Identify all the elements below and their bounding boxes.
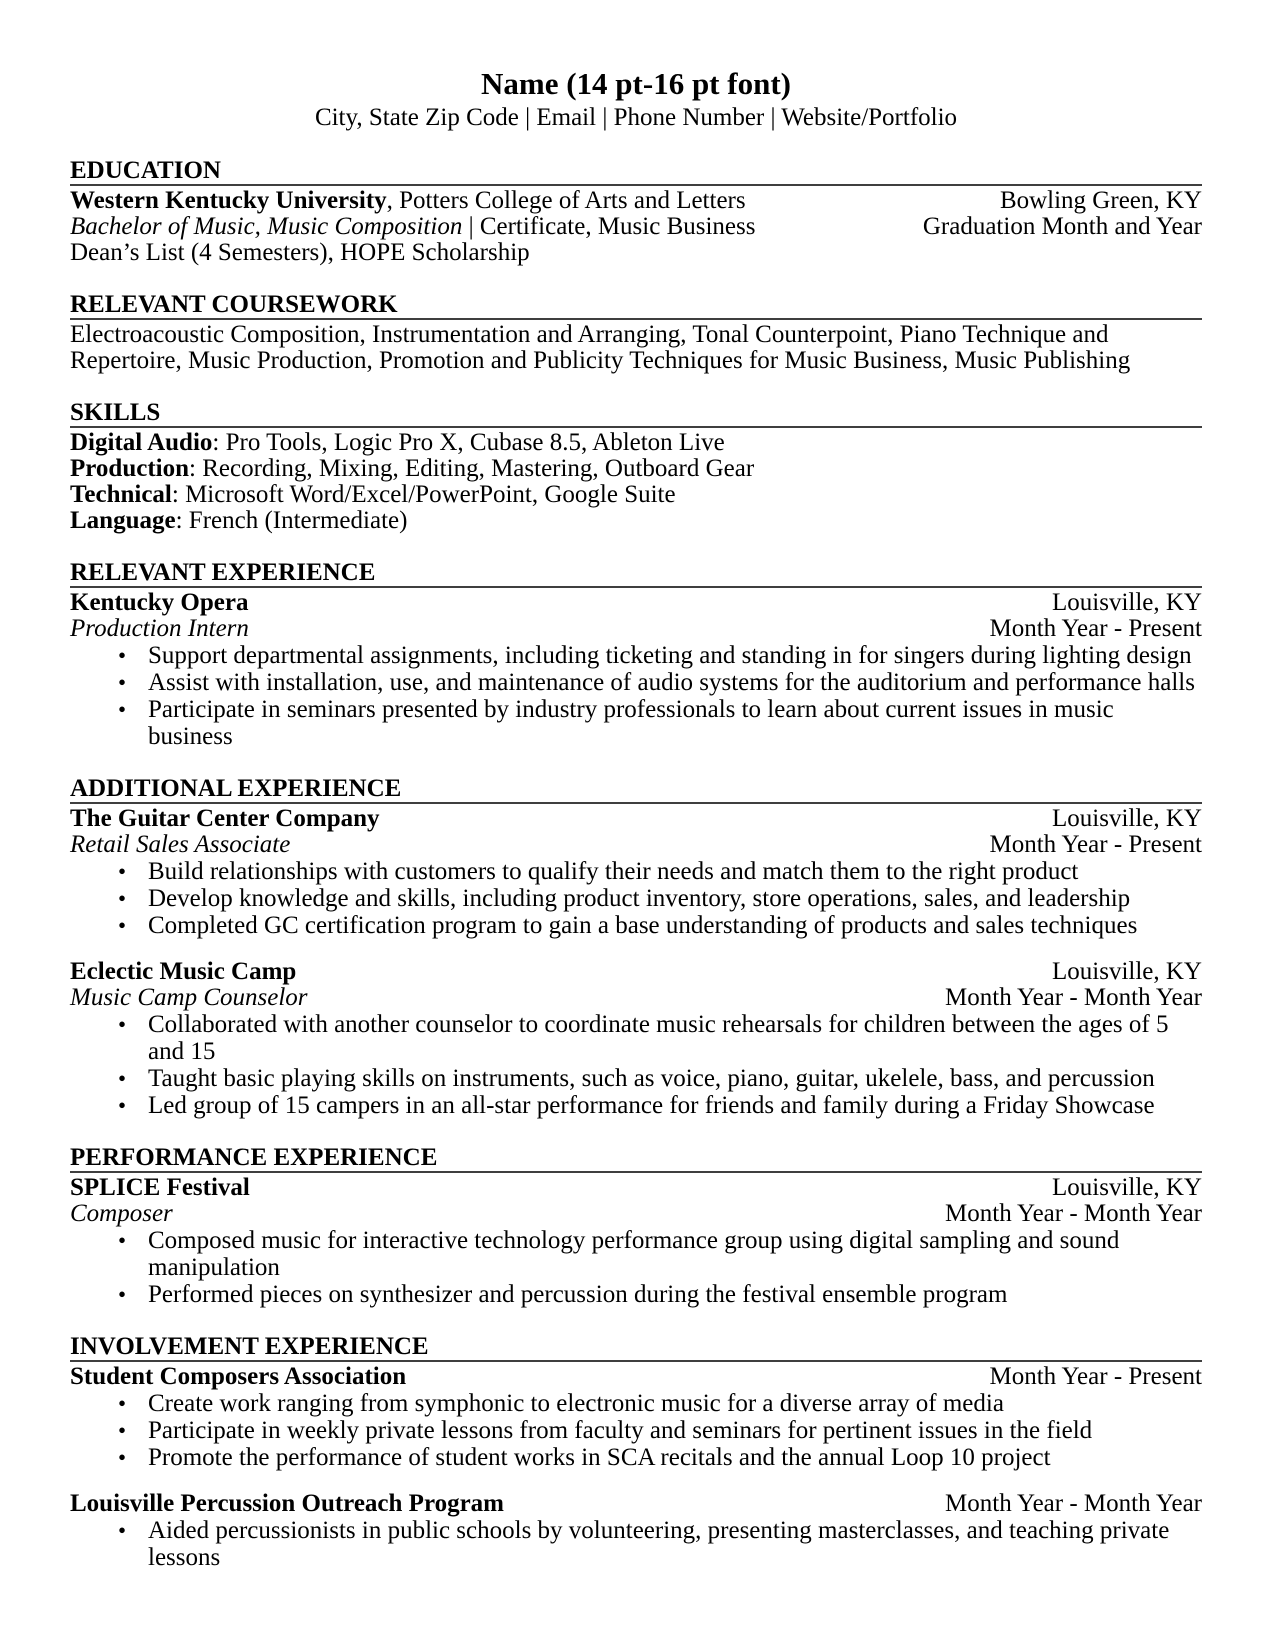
bullet-item bbox=[70, 912, 1202, 939]
school-name: Western Kentucky University bbox=[70, 187, 387, 214]
resume-header bbox=[70, 66, 1202, 132]
section-title-education: EDUCATION bbox=[70, 159, 1202, 186]
section-additional-experience bbox=[70, 777, 1202, 1119]
role-title: Production Intern bbox=[70, 615, 249, 642]
bullet-text: Participate in weekly private lessons from faculty and seminars for pertinent issues in the field bbox=[148, 1417, 1093, 1444]
involvement-entry bbox=[70, 1364, 1202, 1471]
date-range: Month Year - Month Year bbox=[945, 984, 1202, 1011]
section-skills bbox=[70, 401, 1202, 534]
bullet-list bbox=[70, 858, 1202, 939]
skill-label: Digital Audio bbox=[70, 429, 213, 456]
skill-label: Language bbox=[70, 507, 176, 534]
contact-line: City, State Zip Code | Email | Phone Number | Website/Portfolio bbox=[314, 104, 958, 131]
skill-value: : Microsoft Word/Excel/PowerPoint, Google Suite bbox=[171, 481, 676, 508]
school-line bbox=[70, 188, 746, 214]
bullet-text: Collaborated with another counselor to coordinate music rehearsals for children between the ages of 5 and 15 bbox=[148, 1011, 1169, 1065]
entry-org-row bbox=[70, 806, 1202, 832]
bullet-text: Completed GC certification program to gain a base understanding of products and sales techniques bbox=[148, 912, 1138, 939]
entry-org-row bbox=[70, 1491, 1202, 1517]
skill-line bbox=[70, 430, 725, 456]
bullet-text: Participate in seminars presented by industry professionals to learn about current issues in music business bbox=[148, 696, 1114, 750]
skill-line bbox=[70, 482, 676, 508]
skill-row bbox=[70, 456, 1202, 482]
section-title-coursework: RELEVANT COURSEWORK bbox=[70, 293, 1202, 320]
bullet-marker: • bbox=[118, 886, 127, 911]
section-title-involvement-experience: INVOLVEMENT EXPERIENCE bbox=[70, 1335, 1202, 1362]
education-degree-row bbox=[70, 214, 1202, 240]
entry-role-row bbox=[70, 1201, 1202, 1227]
entry-org-row bbox=[70, 1175, 1202, 1201]
bullet-text: Develop knowledge and skills, including product inventory, store operations, sales, and leadership bbox=[148, 885, 1131, 912]
bullet-list bbox=[70, 1517, 1202, 1571]
bullet-text: Composed music for interactive technology performance group using digital sampling and sound manipulation bbox=[148, 1227, 1120, 1281]
section-performance-experience bbox=[70, 1146, 1202, 1308]
bullet-text: Taught basic playing skills on instruments, such as voice, piano, guitar, ukelele, bass, and percussion bbox=[148, 1065, 1155, 1092]
bullet-list bbox=[70, 642, 1202, 750]
skill-row bbox=[70, 508, 1202, 534]
bullet-marker: • bbox=[118, 1012, 127, 1037]
bullet-text: Create work ranging from symphonic to electronic music for a diverse array of media bbox=[148, 1390, 1004, 1417]
section-title-additional-experience: ADDITIONAL EXPERIENCE bbox=[70, 777, 1202, 804]
skill-row bbox=[70, 482, 1202, 508]
bullet-marker: • bbox=[118, 859, 127, 884]
entry-org-row bbox=[70, 590, 1202, 616]
skill-value: : Pro Tools, Logic Pro X, Cubase 8.5, Ableton Live bbox=[212, 429, 725, 456]
bullet-text: Performed pieces on synthesizer and percussion during the festival ensemble program bbox=[148, 1281, 1008, 1308]
experience-entry bbox=[70, 590, 1202, 750]
bullet-text: Build relationships with customers to qualify their needs and match them to the right product bbox=[148, 858, 1079, 885]
bullet-list bbox=[70, 1227, 1202, 1308]
entry-org-row bbox=[70, 1364, 1202, 1390]
section-coursework bbox=[70, 293, 1202, 374]
honors-line: Dean’s List (4 Semesters), HOPE Scholarship bbox=[70, 239, 530, 266]
education-honors-row bbox=[70, 240, 1202, 266]
bullet-item bbox=[70, 1517, 1202, 1571]
bullet-marker: • bbox=[118, 1391, 127, 1416]
bullet-text: Led group of 15 campers in an all-star performance for friends and family during a Friday Showcase bbox=[148, 1092, 1155, 1119]
bullet-marker: • bbox=[118, 1066, 127, 1091]
entry-role-row bbox=[70, 832, 1202, 858]
section-title-skills: SKILLS bbox=[70, 401, 1202, 428]
bullet-item bbox=[70, 858, 1202, 885]
skill-label: Technical bbox=[70, 481, 172, 508]
bullet-marker: • bbox=[118, 913, 127, 938]
bullet-item bbox=[70, 1092, 1202, 1119]
bullet-item bbox=[70, 1065, 1202, 1092]
bullet-marker: • bbox=[118, 697, 127, 722]
entry-org-row bbox=[70, 959, 1202, 985]
date-range: Month Year - Present bbox=[989, 831, 1202, 858]
bullet-item bbox=[70, 1417, 1202, 1444]
bullet-list bbox=[70, 1390, 1202, 1471]
bullet-item bbox=[70, 696, 1202, 750]
role-title: Composer bbox=[70, 1200, 173, 1227]
date-range: Month Year - Present bbox=[989, 615, 1202, 642]
date-range: Month Year - Month Year bbox=[945, 1490, 1202, 1517]
skill-value: : Recording, Mixing, Editing, Mastering, Outboard Gear bbox=[189, 455, 755, 482]
bullet-item bbox=[70, 1444, 1202, 1471]
skill-line bbox=[70, 508, 407, 534]
bullet-marker: • bbox=[118, 670, 127, 695]
role-title: Retail Sales Associate bbox=[70, 831, 291, 858]
bullet-marker: • bbox=[118, 1282, 127, 1307]
section-education bbox=[70, 159, 1202, 266]
org-location: Louisville, KY bbox=[1052, 589, 1202, 616]
resume-name: Name (14 pt-16 pt font) bbox=[481, 66, 791, 101]
bullet-item bbox=[70, 669, 1202, 696]
org-location: Louisville, KY bbox=[1052, 805, 1202, 832]
bullet-list bbox=[70, 1011, 1202, 1119]
degree-name: Bachelor of Music, Music Composition bbox=[70, 213, 463, 240]
experience-entry bbox=[70, 806, 1202, 939]
skill-label: Production bbox=[70, 455, 189, 482]
bullet-marker: • bbox=[118, 1093, 127, 1118]
bullet-text: Promote the performance of student works in SCA recitals and the annual Loop 10 project bbox=[148, 1444, 1051, 1471]
bullet-text: Support departmental assignments, including ticketing and standing in for singers during lighting design bbox=[148, 642, 1192, 669]
bullet-item bbox=[70, 1227, 1202, 1281]
date-range: Month Year - Month Year bbox=[945, 1200, 1202, 1227]
skill-row bbox=[70, 430, 1202, 456]
bullet-item bbox=[70, 642, 1202, 669]
bullet-item bbox=[70, 1011, 1202, 1065]
entry-role-row bbox=[70, 985, 1202, 1011]
degree-line bbox=[70, 214, 755, 240]
org-location: Louisville, KY bbox=[1052, 958, 1202, 985]
org-name: The Guitar Center Company bbox=[70, 805, 380, 832]
org-location: Louisville, KY bbox=[1052, 1174, 1202, 1201]
involvement-entry bbox=[70, 1491, 1202, 1571]
bullet-marker: • bbox=[118, 643, 127, 668]
org-name: Eclectic Music Camp bbox=[70, 958, 297, 985]
bullet-item bbox=[70, 1390, 1202, 1417]
school-location: Bowling Green, KY bbox=[999, 187, 1202, 214]
experience-entry bbox=[70, 1175, 1202, 1308]
org-name: Student Composers Association bbox=[70, 1363, 407, 1390]
org-name: SPLICE Festival bbox=[70, 1174, 250, 1201]
section-title-relevant-experience: RELEVANT EXPERIENCE bbox=[70, 561, 1202, 588]
coursework-text: Electroacoustic Composition, Instrumentation and Arranging, Tonal Counterpoint, Piano Technique and Repertoire, Music Production, Promotion and Publicity Techniques for Music Business, Music Publishing bbox=[70, 321, 1131, 374]
graduation-date: Graduation Month and Year bbox=[922, 213, 1202, 240]
bullet-marker: • bbox=[118, 1518, 127, 1543]
role-title: Music Camp Counselor bbox=[70, 984, 308, 1011]
org-name: Louisville Percussion Outreach Program bbox=[70, 1490, 505, 1517]
entry-role-row bbox=[70, 616, 1202, 642]
date-range: Month Year - Present bbox=[989, 1363, 1202, 1390]
bullet-item bbox=[70, 885, 1202, 912]
section-relevant-experience bbox=[70, 561, 1202, 750]
bullet-text: Aided percussionists in public schools by volunteering, presenting masterclasses, and teaching private lessons bbox=[148, 1517, 1170, 1571]
section-title-performance-experience: PERFORMANCE EXPERIENCE bbox=[70, 1146, 1202, 1173]
experience-entry bbox=[70, 959, 1202, 1119]
bullet-item bbox=[70, 1281, 1202, 1308]
bullet-marker: • bbox=[118, 1418, 127, 1443]
skill-line bbox=[70, 456, 754, 482]
degree-certificate: | Certificate, Music Business bbox=[462, 213, 756, 240]
education-school-row bbox=[70, 188, 1202, 214]
bullet-marker: • bbox=[118, 1228, 127, 1253]
bullet-marker: • bbox=[118, 1445, 127, 1470]
school-college: , Potters College of Arts and Letters bbox=[386, 187, 746, 214]
bullet-text: Assist with installation, use, and maintenance of audio systems for the auditorium and performance halls bbox=[148, 669, 1195, 696]
skill-value: : French (Intermediate) bbox=[175, 507, 408, 534]
org-name: Kentucky Opera bbox=[70, 589, 249, 616]
section-involvement-experience bbox=[70, 1335, 1202, 1571]
